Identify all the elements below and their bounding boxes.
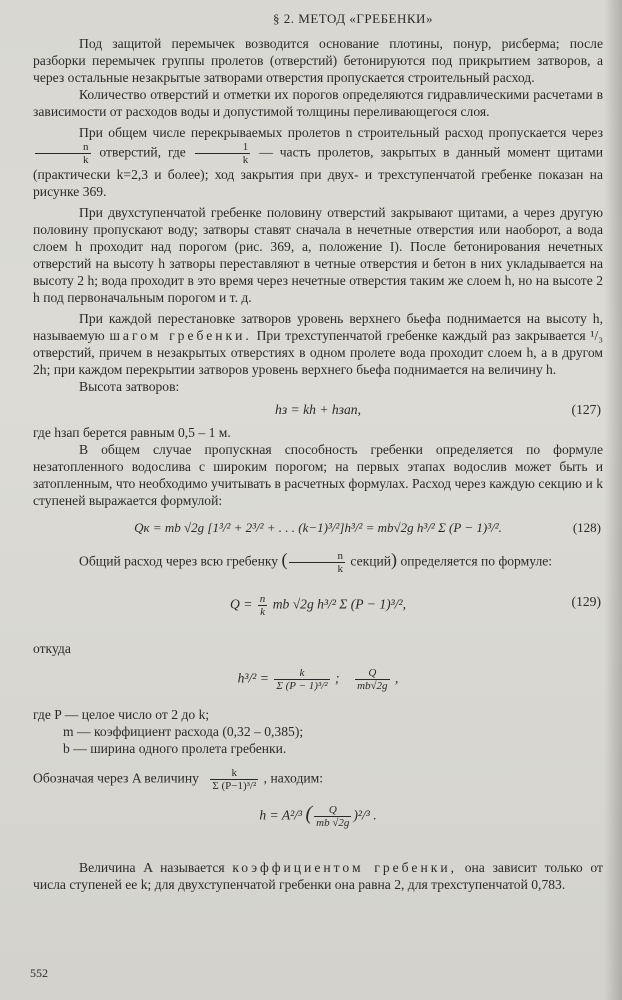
formula-h: h = A²/³ ( $\frac{Q}{mb √2g}$ )²/³ .	[259, 802, 377, 829]
paragraph-2: Количество отверстий и отметки их порогов определяются гидравлическими расчетами в зависимости от расходов воды и допустимой толщины переливающегося слоя.	[33, 87, 603, 119]
paragraph-9: Общий расход через всю гребенку ( $\frac{n}{k}$ секций) определяется по формуле:	[79, 549, 553, 575]
fraction-1-over-k: $\frac{1}{k}$	[195, 141, 251, 166]
paragraph-5: При каждой перестановке затворов уровень верхнего бьефа поднимается на высоту h, называемую шагом гребенки. При трехступенчатой гребенке каждый раз закрывается ¹/₃ отверстий, причем в незакрытых отверстиях в одном пролете вода проходит слоем h, а в другом 2h; при каждом перекрытии затворов уровень верхнего бьефа поднимается на величину h.	[33, 311, 604, 377]
page-edge-shadow	[604, 0, 622, 1000]
formula-h32: h³/² = $\frac{k}{\text{Σ (P − 1)³/²}}$ ; $\frac{Q}{mb√2g}$ ,	[237, 667, 399, 692]
equation-number-127: (127)	[571, 402, 601, 417]
equation-number-129: (129)	[571, 594, 601, 609]
equation-number-128: (128)	[572, 520, 601, 535]
paragraph-6: Высота затворов:	[79, 379, 180, 394]
formula-129: Q = $\frac{n}{k}$ mb √2g h³/² Σ (P − 1)³/², (129)	[230, 593, 601, 618]
list-item-2: m — коэффициент расхода (0,32 – 0,385);	[63, 724, 304, 739]
paragraph-8: В общем случае пропускная способность гребенки определяется по формуле незатопленного водослива с широким порогом; на первых этапах водослив может быть и затопленным, что необходимо учитывать в расчетных формулах. Расход через каждую секцию и k ступеней выражается формулой:	[33, 442, 603, 508]
fraction-n-over-k: $\frac{n}{k}$	[35, 141, 91, 166]
paragraph-12: Величина A называется коэффициентом гребенки, она зависит только от числа ступеней ее k; для двухступенчатой гребенки она равна 2, для трехступенчатой 0,783.	[33, 860, 603, 892]
paragraph-3: При общем числе перекрываемых пролетов n строительный расход пропускается через $\frac{n}{k}$ отверстий, где $\frac{1}{k}$ — часть пролетов, закрытых в данный момент щитами (практически k=2,3 и более); ход закрытия при двух- и трехступенчатой гребенке показан на рисунке 369.	[33, 125, 603, 199]
section-heading: § 2. МЕТОД «ГРЕБЕНКИ»	[273, 11, 433, 26]
page-number: 552	[30, 966, 48, 980]
paragraph-1: Под защитой перемычек возводится основание плотины, понур, рисберма; после разборки перемычек группы пролетов (отверстий) бетонируются под прикрытием затворов, а через остальные незакрытые затворами отверстия пропускается строительный расход.	[33, 36, 603, 85]
list-item-3: b — ширина одного пролета гребенки.	[63, 741, 287, 756]
list-item-1: где P — целое число от 2 до k;	[33, 707, 210, 722]
paragraph-11: Обозначая через A величину $\frac{k}{\text{Σ (P−1)³/²}}$ , находим:	[33, 767, 324, 792]
formula-128: Qк = mb √2g [1³/² + 2³/² + . . . (k−1)³/²]h³/² = mb√2g h³/² Σ (P − 1)³/². (128)	[134, 520, 601, 535]
paragraph-10: откуда	[33, 641, 71, 656]
page-content	[33, 10, 603, 893]
paragraph-4: При двухступенчатой гребенке половину отверстий закрывают щитами, а через другую половину пропускают воду; затворы ставят сначала в нечетные отверстия или наоборот, а вода слоем h проходит над порогом (рис. 369, а, положение I). После бетонирования нечетных отверстий на высоту h затворы переставляют в четные отверстия и бетон в них укладывается на высоту 2 h; вода проходит в это время через нечетные отверстия таким же слоем h, но на высоте 2 h под первоначальным порогом и т. д.	[33, 205, 603, 305]
paragraph-7: где hзап берется равным 0,5 – 1 м.	[33, 425, 231, 440]
formula-127: hз = kh + hзап, (127)	[275, 402, 601, 417]
